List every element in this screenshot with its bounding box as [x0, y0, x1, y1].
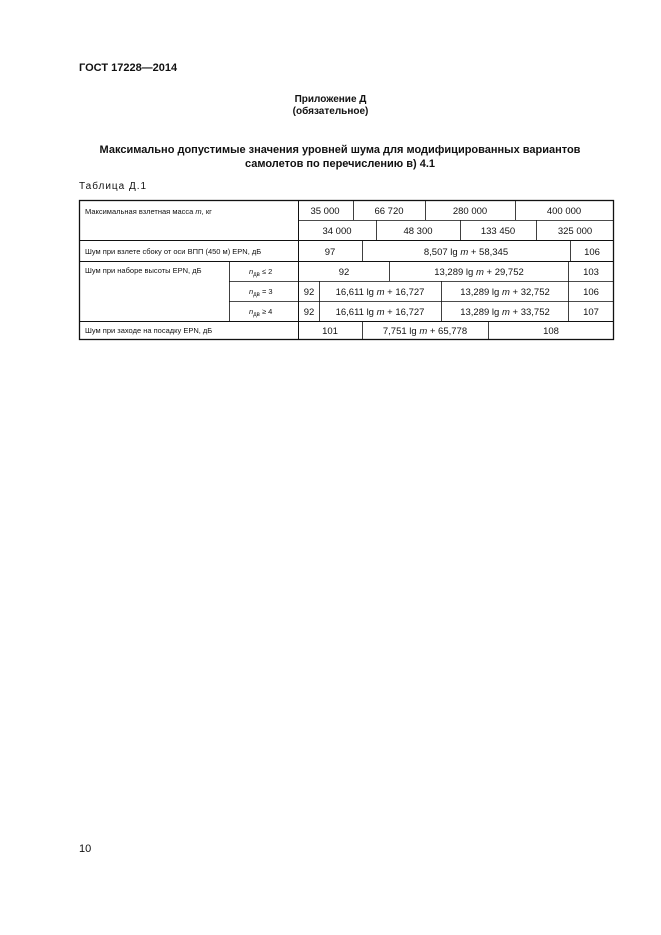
- approach-low-value: 101: [322, 326, 338, 337]
- flyover-formula: 13,289 lg m + 29,752: [434, 267, 524, 278]
- mass-label: Максимальная взлетная масса m, кг: [85, 207, 212, 216]
- flyover-formula: 13,289 lg m + 33,752: [460, 307, 550, 318]
- mass-value: 66 720: [374, 206, 404, 217]
- mass-value: 35 000: [310, 206, 340, 217]
- engine-count-condition: $n_{дв} = 3$: [249, 287, 273, 298]
- flyover-formula: 13,289 lg m + 32,752: [460, 287, 550, 298]
- lateral-low-value: 97: [324, 247, 336, 258]
- flyover-formula: 16,611 lg m + 16,727: [335, 287, 425, 298]
- page-number: 10: [79, 843, 92, 855]
- approach-formula: 7,751 lg m + 65,778: [382, 326, 468, 337]
- lateral-noise-label: Шум при взлете сбоку от оси ВПП (450 м) EPN, дБ: [85, 247, 262, 256]
- flyover-low-value: 92: [303, 307, 315, 318]
- mass-value: 133 450: [480, 226, 516, 237]
- appendix-title: Приложение Д: [294, 94, 367, 105]
- heading-line-2: самолетов по перечислению в) 4.1: [244, 158, 435, 170]
- flyover-low-value: 92: [338, 267, 350, 278]
- heading-line-1: Максимально допустимые значения уровней шума для модифицированных вариантов: [99, 144, 581, 156]
- flyover-formula: 16,611 lg m + 16,727: [335, 307, 425, 318]
- flyover-high-value: 106: [583, 287, 599, 298]
- approach-noise-label: Шум при заходе на посадку EPN, дБ: [85, 326, 213, 335]
- flyover-high-value: 103: [583, 267, 599, 278]
- approach-high-value: 108: [543, 326, 559, 337]
- document-code: ГОСТ 17228—2014: [79, 62, 178, 74]
- mass-value: 280 000: [452, 206, 488, 217]
- mass-value: 325 000: [557, 226, 593, 237]
- lateral-formula: 8,507 lg m + 58,345: [423, 247, 509, 258]
- flyover-low-value: 92: [303, 287, 315, 298]
- engine-count-condition: $n_{дв} \le 2$: [249, 267, 273, 278]
- flyover-noise-label: Шум при наборе высоты EPN, дБ: [85, 266, 202, 275]
- engine-count-condition: $n_{дв} \ge 4$: [249, 307, 273, 318]
- mass-value: 400 000: [546, 206, 582, 217]
- lateral-high-value: 106: [584, 247, 600, 258]
- mass-value: 48 300: [403, 226, 433, 237]
- flyover-high-value: 107: [583, 307, 599, 318]
- mass-value: 34 000: [322, 226, 352, 237]
- appendix-status: (обязательное): [292, 106, 369, 117]
- table-caption: Таблица Д.1: [79, 181, 148, 192]
